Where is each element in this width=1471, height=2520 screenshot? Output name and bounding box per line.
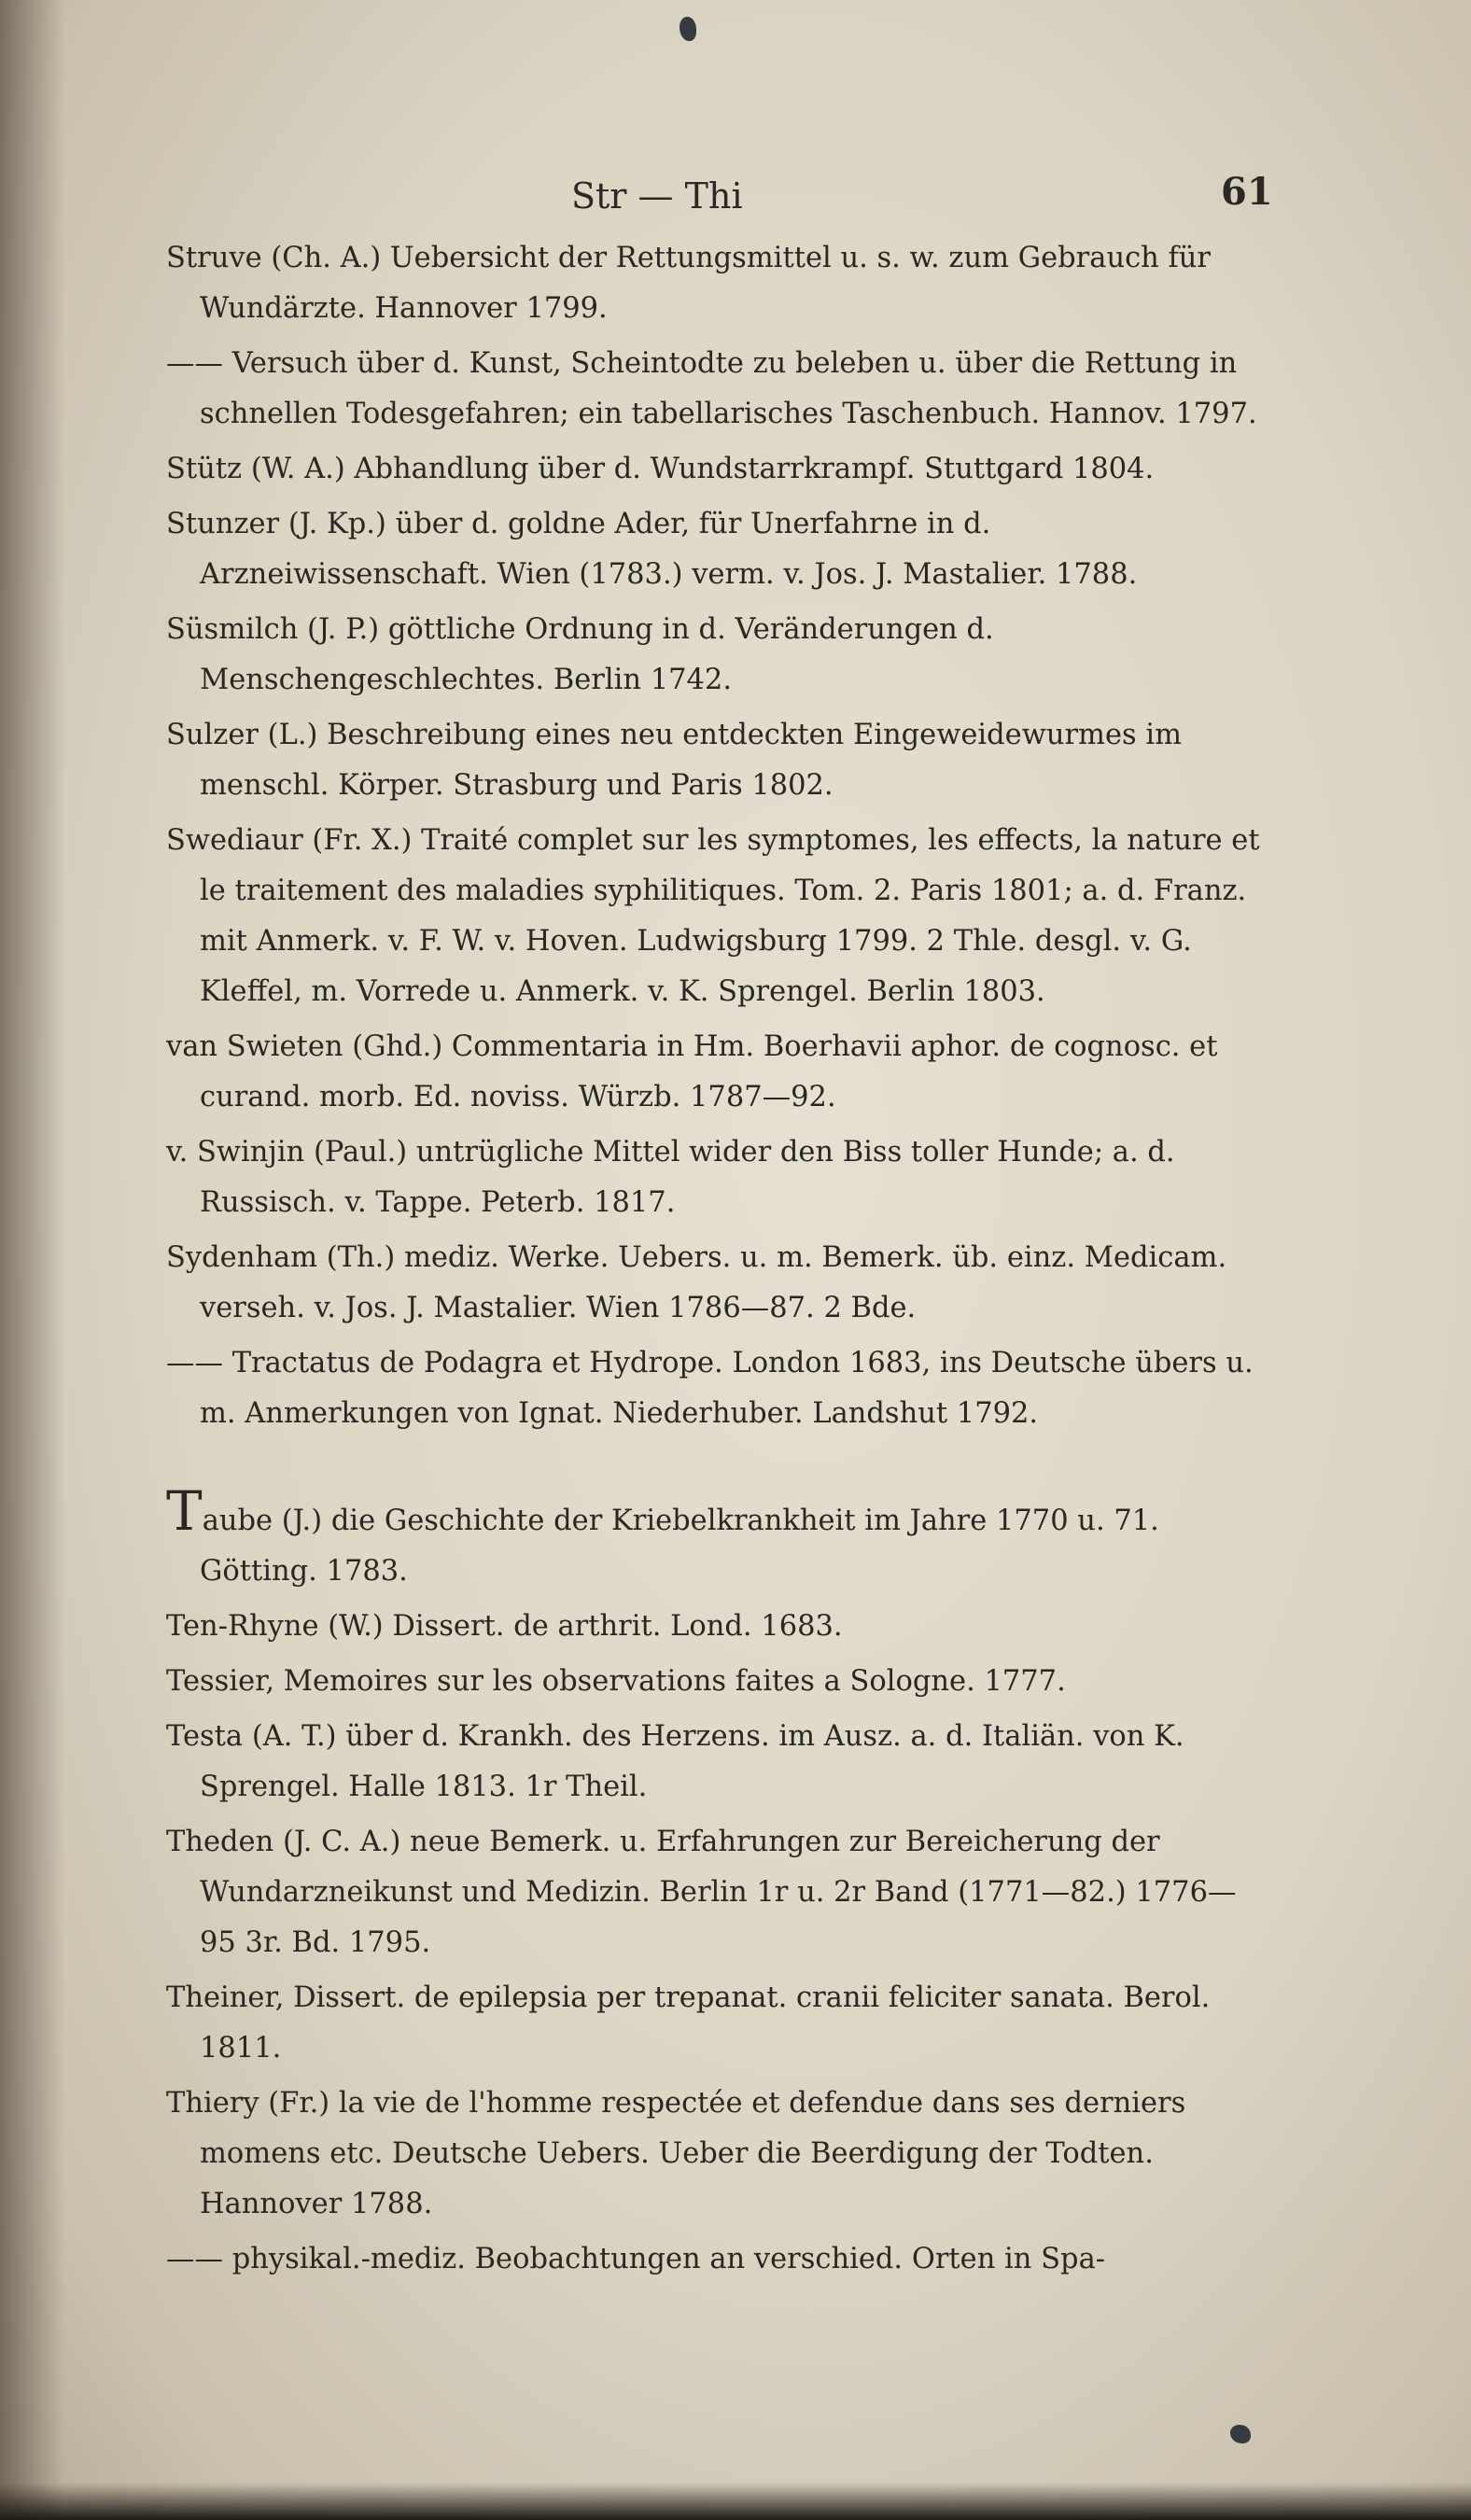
text-column	[166, 233, 1263, 2289]
entry-tessier: Tessier, Memoires sur les observations faites a Sologne. 1777.	[166, 1665, 1066, 1698]
drop-capital: T	[166, 1479, 203, 1543]
entry-sydenham: Sydenham (Th.) mediz. Werke. Uebers. u. m. Bemerk. üb. einz. Medicam. verseh. v. Jos. J. Mastalier. Wien 1786—87. 2 Bde.	[166, 1241, 1227, 1324]
running-title: Str — Thi	[571, 175, 743, 217]
section-s	[166, 233, 1263, 1439]
entry-suesmilch: Süsmilch (J. P.) göttliche Ordnung in d. Veränderungen d. Menschengeschlechtes. Berlin 1742.	[166, 613, 994, 696]
entry-sulzer: Sulzer (L.) Beschreibung eines neu entdeckten Eingeweidewurmes im menschl. Körper. Strasburg und Paris 1802.	[166, 719, 1183, 802]
ink-blot-top	[679, 17, 696, 41]
entry-stuetz: Stütz (W. A.) Abhandlung über d. Wundstarrkrampf. Stuttgard 1804.	[166, 453, 1155, 485]
page-header	[0, 166, 1471, 222]
entry-swinjin: v. Swinjin (Paul.) untrügliche Mittel wider den Biss toller Hunde; a. d. Russisch. v. Tappe. Peterb. 1817.	[166, 1136, 1175, 1219]
entry-stunzer: Stunzer (J. Kp.) über d. goldne Ader, für Unerfahrne in d. Arzneiwissenschaft. Wien (1783.) verm. v. Jos. J. Mastalier. 1788.	[166, 508, 1138, 591]
entry-struve: Struve (Ch. A.) Uebersicht der Rettungsmittel u. s. w. zum Gebrauch für Wundärzte. Hannover 1799.	[166, 242, 1212, 325]
entry-swediaur: Swediaur (Fr. X.) Traité complet sur les symptomes, les effects, la nature et le traitement des maladies syphilitiques. Tom. 2. Paris 1801; a. d. Franz. mit Anmerk. v. F. W. v. Hoven. Ludwigsburg 1799. 2 Thle. desgl. v. G. Kleffel, m. Vorrede u. Anmerk. v. K. Sprengel. Berlin 1803.	[166, 824, 1260, 1008]
entry-testa: Testa (A. T.) über d. Krankh. des Herzens. im Ausz. a. d. Italiän. von K. Sprengel. Halle 1813. 1r Theil.	[166, 1720, 1184, 1803]
ink-blot-bottom	[1230, 2425, 1251, 2443]
entry-struve-versuch: —— Versuch über d. Kunst, Scheintodte zu beleben u. über die Rettung in schnellen Todesgefahren; ein tabellarisches Taschenbuch. Hannov. 1797.	[166, 347, 1257, 430]
bottom-edge-shadow	[0, 2483, 1471, 2520]
entry-theiner: Theiner, Dissert. de epilepsia per trepanat. cranii feliciter sanata. Berol. 1811.	[166, 1981, 1211, 2065]
entry-sydenham-tractatus: —— Tractatus de Podagra et Hydrope. London 1683, ins Deutsche übers u. m. Anmerkungen von Ignat. Niederhuber. Landshut 1792.	[166, 1347, 1254, 1430]
entry-taube	[166, 1479, 1263, 1597]
entry-ten-rhyne: Ten-Rhyne (W.) Dissert. de arthrit. Lond. 1683.	[166, 1610, 843, 1643]
entry-thiery: Thiery (Fr.) la vie de l'homme respectée et defendue dans ses derniers momens etc. Deutsche Uebers. Ueber die Beerdigung der Todten. Hannover 1788.	[166, 2087, 1186, 2220]
entry-taube-text: aube (J.) die Geschichte der Kriebelkrankheit im Jahre 1770 u. 71. Götting. 1783.	[200, 1505, 1159, 1588]
binding-shadow	[0, 0, 65, 2520]
entry-thiery-physikal: —— physikal.-mediz. Beobachtungen an verschied. Orten in Spa-	[166, 2243, 1106, 2275]
page-number: 61	[1221, 170, 1273, 214]
section-gap	[166, 1444, 1263, 1492]
entry-van-swieten: van Swieten (Ghd.) Commentaria in Hm. Boerhavii aphor. de cognosc. et curand. morb. Ed. noviss. Würzb. 1787—92.	[166, 1030, 1218, 1113]
entry-theden: Theden (J. C. A.) neue Bemerk. u. Erfahrungen zur Bereicherung der Wundarzneikunst und Medizin. Berlin 1r u. 2r Band (1771—82.) 1776—95 3r. Bd. 1795.	[166, 1826, 1237, 1959]
section-t	[166, 1479, 1263, 2285]
